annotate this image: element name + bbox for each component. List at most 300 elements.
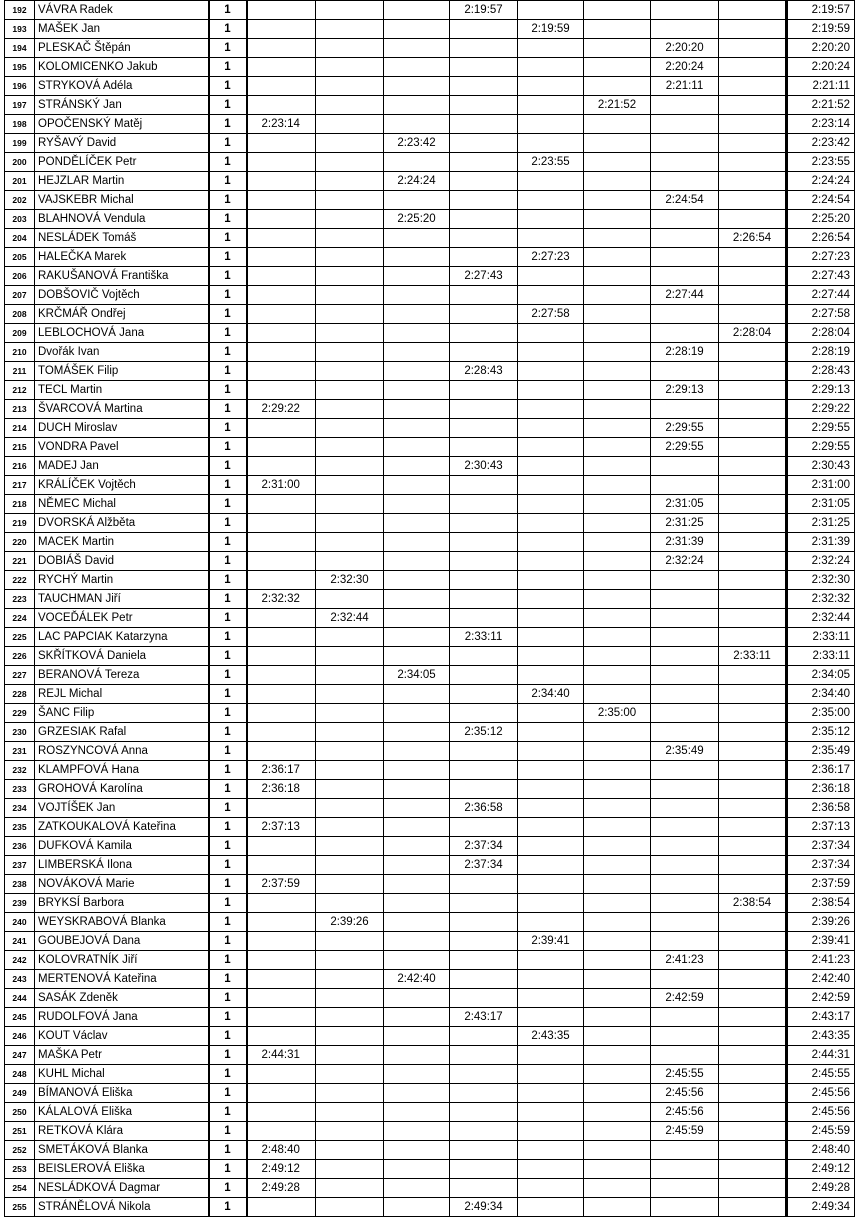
time-cell <box>384 438 450 457</box>
time-cell <box>651 970 719 989</box>
time-cell <box>450 761 518 780</box>
time-cell <box>316 457 384 476</box>
time-cell <box>518 837 584 856</box>
time-cell <box>316 362 384 381</box>
time-cell <box>584 286 651 305</box>
table-row <box>5 495 855 514</box>
time-cell <box>584 210 651 229</box>
rank-cell: 224 <box>5 609 35 628</box>
time-cell <box>450 77 518 96</box>
total-time-cell: 2:29:13 <box>787 381 855 400</box>
time-cell: 2:36:58 <box>450 799 518 818</box>
name-cell: RAKUŠANOVÁ Františka <box>35 267 209 286</box>
table-row <box>5 343 855 362</box>
time-cell <box>518 780 584 799</box>
time-cell: 2:36:17 <box>247 761 316 780</box>
table-row <box>5 685 855 704</box>
time-cell <box>247 742 316 761</box>
count-cell: 1 <box>209 1141 247 1160</box>
time-cell <box>719 818 786 837</box>
time-cell <box>719 761 786 780</box>
time-cell <box>450 476 518 495</box>
time-cell <box>584 875 651 894</box>
time-cell <box>518 552 584 571</box>
time-cell <box>651 134 719 153</box>
name-cell: BEISLEROVÁ Eliška <box>35 1160 209 1179</box>
time-cell <box>384 39 450 58</box>
time-cell <box>450 495 518 514</box>
count-cell: 1 <box>209 153 247 172</box>
name-cell: RETKOVÁ Klára <box>35 1122 209 1141</box>
count-cell: 1 <box>209 571 247 590</box>
name-cell: ZATKOUKALOVÁ Kateřina <box>35 818 209 837</box>
time-cell <box>651 20 719 39</box>
time-cell <box>651 400 719 419</box>
table-row <box>5 96 855 115</box>
time-cell <box>719 685 786 704</box>
rank-cell: 197 <box>5 96 35 115</box>
table-row <box>5 1198 855 1217</box>
time-cell <box>384 989 450 1008</box>
time-cell <box>584 305 651 324</box>
table-row <box>5 476 855 495</box>
rank-cell: 253 <box>5 1160 35 1179</box>
total-time-cell: 2:37:34 <box>787 837 855 856</box>
time-cell <box>247 20 316 39</box>
total-time-cell: 2:24:24 <box>787 172 855 191</box>
time-cell <box>719 704 786 723</box>
rank-cell: 214 <box>5 419 35 438</box>
time-cell <box>247 970 316 989</box>
time-cell <box>450 818 518 837</box>
total-time-cell: 2:33:11 <box>787 647 855 666</box>
time-cell <box>719 362 786 381</box>
total-time-cell: 2:25:20 <box>787 210 855 229</box>
time-cell <box>719 153 786 172</box>
table-row <box>5 932 855 951</box>
time-cell: 2:37:34 <box>450 856 518 875</box>
table-row <box>5 362 855 381</box>
time-cell <box>518 666 584 685</box>
total-time-cell: 2:35:12 <box>787 723 855 742</box>
count-cell: 1 <box>209 514 247 533</box>
time-cell <box>247 552 316 571</box>
table-row <box>5 419 855 438</box>
time-cell: 2:26:54 <box>719 229 786 248</box>
time-cell: 2:21:11 <box>651 77 719 96</box>
time-cell <box>247 324 316 343</box>
time-cell <box>316 837 384 856</box>
rank-cell: 215 <box>5 438 35 457</box>
table-row <box>5 20 855 39</box>
time-cell <box>316 742 384 761</box>
time-cell <box>584 58 651 77</box>
table-row <box>5 818 855 837</box>
time-cell: 2:27:44 <box>651 286 719 305</box>
time-cell <box>316 1065 384 1084</box>
count-cell: 1 <box>209 856 247 875</box>
rank-cell: 227 <box>5 666 35 685</box>
time-cell <box>316 1179 384 1198</box>
count-cell: 1 <box>209 1198 247 1217</box>
time-cell <box>518 970 584 989</box>
rank-cell: 249 <box>5 1084 35 1103</box>
time-cell <box>316 229 384 248</box>
time-cell: 2:24:24 <box>384 172 450 191</box>
time-cell <box>316 647 384 666</box>
time-cell <box>651 780 719 799</box>
time-cell <box>651 799 719 818</box>
count-cell: 1 <box>209 495 247 514</box>
time-cell <box>316 723 384 742</box>
count-cell: 1 <box>209 362 247 381</box>
time-cell: 2:21:52 <box>584 96 651 115</box>
rank-cell: 246 <box>5 1027 35 1046</box>
time-cell <box>384 1141 450 1160</box>
time-cell <box>518 1 584 20</box>
count-cell: 1 <box>209 932 247 951</box>
count-cell: 1 <box>209 96 247 115</box>
time-cell <box>384 1008 450 1027</box>
table-row <box>5 799 855 818</box>
time-cell <box>651 894 719 913</box>
time-cell <box>584 115 651 134</box>
time-cell <box>450 951 518 970</box>
rank-cell: 199 <box>5 134 35 153</box>
time-cell <box>719 248 786 267</box>
time-cell: 2:49:34 <box>450 1198 518 1217</box>
rank-cell: 220 <box>5 533 35 552</box>
time-cell <box>518 761 584 780</box>
time-cell <box>518 704 584 723</box>
name-cell: OPOČENSKÝ Matěj <box>35 115 209 134</box>
name-cell: GRZESIAK Rafal <box>35 723 209 742</box>
time-cell: 2:34:40 <box>518 685 584 704</box>
total-time-cell: 2:39:41 <box>787 932 855 951</box>
time-cell <box>247 343 316 362</box>
time-cell: 2:23:14 <box>247 115 316 134</box>
count-cell: 1 <box>209 210 247 229</box>
name-cell: PONDĚLÍČEK Petr <box>35 153 209 172</box>
time-cell <box>719 989 786 1008</box>
time-cell <box>719 115 786 134</box>
rank-cell: 195 <box>5 58 35 77</box>
time-cell <box>651 305 719 324</box>
count-cell: 1 <box>209 172 247 191</box>
name-cell: ROSZYNCOVÁ Anna <box>35 742 209 761</box>
time-cell <box>384 571 450 590</box>
time-cell <box>316 951 384 970</box>
rank-cell: 238 <box>5 875 35 894</box>
time-cell <box>316 400 384 419</box>
rank-cell: 219 <box>5 514 35 533</box>
count-cell: 1 <box>209 419 247 438</box>
table-row <box>5 172 855 191</box>
time-cell <box>247 989 316 1008</box>
time-cell <box>651 647 719 666</box>
total-time-cell: 2:29:55 <box>787 419 855 438</box>
time-cell <box>518 438 584 457</box>
time-cell <box>518 799 584 818</box>
count-cell: 1 <box>209 1065 247 1084</box>
time-cell <box>247 837 316 856</box>
total-time-cell: 2:44:31 <box>787 1046 855 1065</box>
time-cell <box>247 1084 316 1103</box>
time-cell <box>247 1198 316 1217</box>
count-cell: 1 <box>209 742 247 761</box>
time-cell <box>316 685 384 704</box>
time-cell <box>247 96 316 115</box>
total-time-cell: 2:21:11 <box>787 77 855 96</box>
table-row <box>5 856 855 875</box>
name-cell: BRYKSÍ Barbora <box>35 894 209 913</box>
rank-cell: 198 <box>5 115 35 134</box>
table-row <box>5 305 855 324</box>
rank-cell: 229 <box>5 704 35 723</box>
time-cell: 2:34:05 <box>384 666 450 685</box>
time-cell <box>450 932 518 951</box>
time-cell <box>316 1141 384 1160</box>
time-cell <box>518 856 584 875</box>
count-cell: 1 <box>209 894 247 913</box>
time-cell <box>316 58 384 77</box>
time-cell: 2:31:05 <box>651 495 719 514</box>
name-cell: ŠANC Filip <box>35 704 209 723</box>
time-cell <box>719 1122 786 1141</box>
time-cell <box>518 628 584 647</box>
rank-cell: 228 <box>5 685 35 704</box>
count-cell: 1 <box>209 229 247 248</box>
name-cell: STRYKOVÁ Adéla <box>35 77 209 96</box>
time-cell: 2:35:49 <box>651 742 719 761</box>
time-cell <box>384 932 450 951</box>
results-body <box>5 1 855 1217</box>
time-cell <box>247 495 316 514</box>
time-cell <box>719 438 786 457</box>
time-cell <box>247 951 316 970</box>
rank-cell: 237 <box>5 856 35 875</box>
time-cell: 2:28:19 <box>651 343 719 362</box>
time-cell <box>450 780 518 799</box>
time-cell: 2:45:55 <box>651 1065 719 1084</box>
time-cell <box>651 628 719 647</box>
time-cell <box>247 248 316 267</box>
count-cell: 1 <box>209 77 247 96</box>
time-cell <box>316 77 384 96</box>
count-cell: 1 <box>209 818 247 837</box>
total-time-cell: 2:23:55 <box>787 153 855 172</box>
time-cell <box>450 343 518 362</box>
total-time-cell: 2:43:17 <box>787 1008 855 1027</box>
name-cell: TOMÁŠEK Filip <box>35 362 209 381</box>
time-cell: 2:31:00 <box>247 476 316 495</box>
table-row <box>5 742 855 761</box>
time-cell: 2:28:43 <box>450 362 518 381</box>
time-cell <box>316 875 384 894</box>
name-cell: SASÁK Zdeněk <box>35 989 209 1008</box>
table-row <box>5 324 855 343</box>
time-cell <box>450 324 518 343</box>
time-cell <box>316 628 384 647</box>
time-cell <box>450 134 518 153</box>
time-cell <box>584 932 651 951</box>
time-cell <box>719 172 786 191</box>
time-cell <box>719 286 786 305</box>
time-cell <box>384 723 450 742</box>
time-cell <box>518 324 584 343</box>
table-row <box>5 1122 855 1141</box>
table-row <box>5 533 855 552</box>
rank-cell: 208 <box>5 305 35 324</box>
total-time-cell: 2:31:05 <box>787 495 855 514</box>
name-cell: PLESKAČ Štěpán <box>35 39 209 58</box>
time-cell <box>518 1198 584 1217</box>
rank-cell: 213 <box>5 400 35 419</box>
time-cell <box>450 286 518 305</box>
name-cell: RUDOLFOVÁ Jana <box>35 1008 209 1027</box>
total-time-cell: 2:45:56 <box>787 1103 855 1122</box>
time-cell: 2:41:23 <box>651 951 719 970</box>
time-cell: 2:45:56 <box>651 1103 719 1122</box>
total-time-cell: 2:49:34 <box>787 1198 855 1217</box>
time-cell <box>247 153 316 172</box>
time-cell <box>651 723 719 742</box>
time-cell: 2:42:40 <box>384 970 450 989</box>
total-time-cell: 2:32:30 <box>787 571 855 590</box>
count-cell: 1 <box>209 704 247 723</box>
time-cell <box>584 951 651 970</box>
rank-cell: 254 <box>5 1179 35 1198</box>
time-cell <box>719 552 786 571</box>
time-cell <box>584 1198 651 1217</box>
time-cell <box>316 1103 384 1122</box>
total-time-cell: 2:36:58 <box>787 799 855 818</box>
count-cell: 1 <box>209 324 247 343</box>
count-cell: 1 <box>209 39 247 58</box>
rank-cell: 210 <box>5 343 35 362</box>
time-cell <box>584 1160 651 1179</box>
time-cell: 2:32:30 <box>316 571 384 590</box>
time-cell <box>450 400 518 419</box>
time-cell <box>384 742 450 761</box>
time-cell <box>247 58 316 77</box>
time-cell <box>518 400 584 419</box>
time-cell <box>316 153 384 172</box>
time-cell <box>651 248 719 267</box>
time-cell <box>584 514 651 533</box>
time-cell <box>584 324 651 343</box>
count-cell: 1 <box>209 1027 247 1046</box>
time-cell <box>719 58 786 77</box>
table-row <box>5 267 855 286</box>
time-cell <box>584 1179 651 1198</box>
time-cell <box>651 1141 719 1160</box>
time-cell <box>584 134 651 153</box>
time-cell <box>450 96 518 115</box>
count-cell: 1 <box>209 305 247 324</box>
total-time-cell: 2:30:43 <box>787 457 855 476</box>
time-cell <box>450 970 518 989</box>
time-cell <box>518 343 584 362</box>
time-cell <box>247 514 316 533</box>
count-cell: 1 <box>209 438 247 457</box>
name-cell: KÁLALOVÁ Eliška <box>35 1103 209 1122</box>
time-cell <box>316 96 384 115</box>
count-cell: 1 <box>209 115 247 134</box>
name-cell: MAŠKA Petr <box>35 1046 209 1065</box>
time-cell: 2:23:42 <box>384 134 450 153</box>
time-cell <box>719 780 786 799</box>
time-cell <box>651 837 719 856</box>
time-cell <box>450 514 518 533</box>
time-cell <box>518 571 584 590</box>
time-cell <box>450 1122 518 1141</box>
time-cell <box>651 609 719 628</box>
time-cell: 2:37:13 <box>247 818 316 837</box>
total-time-cell: 2:31:25 <box>787 514 855 533</box>
name-cell: HEJZLAR Martin <box>35 172 209 191</box>
time-cell <box>584 20 651 39</box>
total-time-cell: 2:19:57 <box>787 1 855 20</box>
time-cell <box>651 229 719 248</box>
table-row <box>5 647 855 666</box>
time-cell <box>518 1103 584 1122</box>
time-cell <box>316 476 384 495</box>
time-cell <box>316 552 384 571</box>
time-cell <box>316 666 384 685</box>
total-time-cell: 2:39:26 <box>787 913 855 932</box>
time-cell <box>384 647 450 666</box>
count-cell: 1 <box>209 1046 247 1065</box>
time-cell <box>518 723 584 742</box>
rank-cell: 201 <box>5 172 35 191</box>
time-cell <box>719 799 786 818</box>
time-cell <box>651 1160 719 1179</box>
time-cell <box>384 761 450 780</box>
time-cell <box>719 419 786 438</box>
time-cell: 2:24:54 <box>651 191 719 210</box>
total-time-cell: 2:21:52 <box>787 96 855 115</box>
time-cell <box>518 533 584 552</box>
time-cell <box>651 115 719 134</box>
time-cell: 2:32:32 <box>247 590 316 609</box>
time-cell: 2:38:54 <box>719 894 786 913</box>
time-cell <box>384 894 450 913</box>
time-cell <box>584 628 651 647</box>
time-cell <box>384 1084 450 1103</box>
time-cell <box>384 628 450 647</box>
time-cell <box>450 666 518 685</box>
time-cell <box>584 267 651 286</box>
total-time-cell: 2:32:32 <box>787 590 855 609</box>
time-cell <box>384 818 450 837</box>
name-cell: KRČMÁŘ Ondřej <box>35 305 209 324</box>
time-cell <box>584 343 651 362</box>
total-time-cell: 2:33:11 <box>787 628 855 647</box>
time-cell <box>247 1 316 20</box>
time-cell <box>584 533 651 552</box>
count-cell: 1 <box>209 609 247 628</box>
time-cell <box>584 780 651 799</box>
name-cell: NĚMEC Michal <box>35 495 209 514</box>
time-cell <box>316 381 384 400</box>
time-cell <box>316 343 384 362</box>
time-cell <box>518 58 584 77</box>
time-cell <box>518 419 584 438</box>
time-cell <box>316 932 384 951</box>
time-cell <box>316 1 384 20</box>
table-row <box>5 77 855 96</box>
